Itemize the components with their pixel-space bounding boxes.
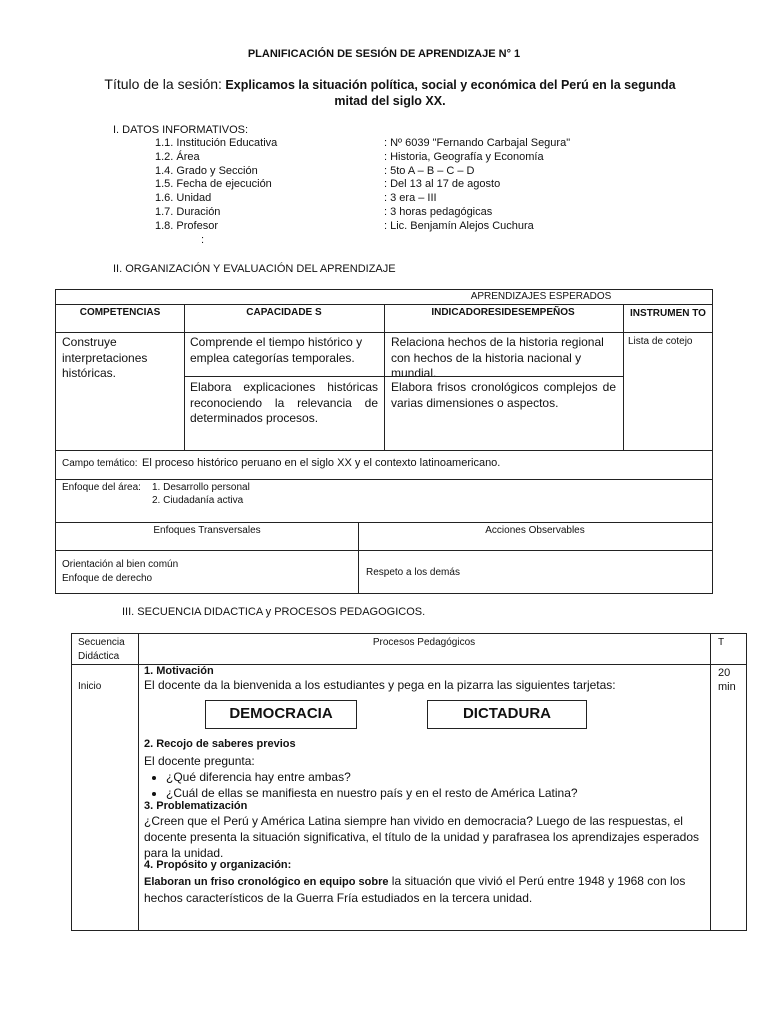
datos-label: 1.8. Profesor	[155, 219, 218, 232]
enfoque-item-2: 2. Ciudadanía activa	[152, 495, 244, 506]
datos-value: : 5to A – B – C – D	[384, 164, 475, 177]
proposito-text: la situación que vivió el Perú entre 1948 y 1968 con los hechos característicos de la Guerra Fría estudiados en la tercera unidad.	[144, 874, 686, 905]
stray-colon: :	[201, 234, 205, 246]
campo-tematico	[62, 453, 500, 471]
section2-heading: II. ORGANIZACIÓN Y EVALUACIÓN DEL APRENDIZAJE	[113, 263, 396, 275]
col-divider	[138, 634, 139, 930]
motivacion-title: 1. Motivación	[144, 665, 214, 677]
datos-label: 1.2. Área	[155, 150, 200, 163]
row-divider	[384, 376, 624, 377]
section1-heading: I. DATOS INFORMATIVOS:	[113, 124, 249, 136]
saberes-title: 2. Recojo de saberes previos	[144, 738, 296, 750]
saberes-text: El docente pregunta:	[144, 754, 255, 768]
session-title-line1: Explicamos la situación política, social y económica del Perú en la segunda	[225, 78, 676, 92]
indicador-cell-1: Relaciona hechos de la historia regional con hechos de la historia nacional y mundial.	[391, 335, 604, 380]
datos-value: : Lic. Benjamín Alejos Cuchura	[384, 219, 534, 232]
respeto-text: Respeto a los demás	[366, 567, 460, 578]
datos-value: : Del 13 al 17 de agosto	[384, 178, 501, 191]
problem-text: ¿Creen que el Perú y América Latina siempre han vivido en democracia? Luego de las respuestas, el docente presenta la situación significativa, el título de la unidad y parafrasea los aprendizajes esperados para la unidad.	[144, 814, 700, 860]
proposito-paragraph	[144, 873, 706, 906]
col-divider	[623, 304, 624, 450]
datos-values	[384, 137, 570, 234]
proposito-bold: Elaboran un friso cronológico en equipo sobre	[144, 876, 389, 888]
row-divider	[56, 522, 712, 523]
col-capacidades: CAPACIDADE S	[246, 307, 322, 318]
enfoque-item-1: 1. Desarrollo personal	[152, 482, 250, 493]
session-label: Título de la sesión:	[104, 76, 222, 92]
datos-value: : Historia, Geografía y Economía	[384, 150, 544, 163]
datos-value: : 3 horas pedagógicas	[384, 205, 493, 218]
enfoques-transversales-header: Enfoques Transversales	[153, 525, 261, 536]
instrumento-cell: Lista de cotejo	[628, 336, 693, 347]
indicador-cell-2: Elabora frisos cronológicos complejos de varias dimensiones o aspectos.	[391, 380, 616, 410]
card-dictadura: DICTADURA	[427, 700, 587, 729]
competencia-cell: Construye interpretaciones históricas.	[62, 335, 148, 380]
campo-value: El proceso histórico peruano en el siglo XX y el contexto latinoamericano.	[142, 457, 501, 469]
datos-value: : 3 era – III	[384, 192, 437, 205]
col-t: T	[718, 637, 725, 648]
col-divider	[184, 304, 185, 450]
session-title-line2: mitad del siglo XX.	[334, 94, 446, 108]
capacidad-cell-2: Elabora explicaciones históricas reconociendo la relevancia de determinados procesos.	[190, 380, 378, 425]
datos-label: 1.5. Fecha de ejecución	[155, 178, 272, 191]
col-divider	[710, 634, 711, 930]
enfoque-derecho-text: Enfoque de derecho	[62, 573, 153, 584]
section3-heading: III. SECUENCIA DIDACTICA y PROCESOS PEDAGOGICOS.	[122, 606, 426, 618]
procesos-content	[144, 665, 704, 692]
datos-value: : Nº 6039 "Fernando Carbajal Segura"	[384, 137, 571, 149]
col-secuencia: Secuencia Didáctica	[78, 637, 125, 662]
datos-label: 1.1. Institución Educativa	[155, 137, 278, 149]
col-divider	[358, 522, 359, 594]
row-divider	[56, 550, 712, 551]
time-cell: 20 min	[718, 667, 736, 693]
proposito-block	[144, 859, 706, 906]
datos-label: 1.4. Grado y Sección	[155, 164, 258, 177]
saberes-block	[144, 738, 704, 801]
col-competencias: COMPETENCIAS	[79, 307, 161, 318]
document-title: PLANIFICACIÓN DE SESIÓN DE APRENDIZAJE N° 1	[247, 48, 521, 60]
session-title-block	[60, 76, 720, 109]
question-item: • ¿Qué diferencia hay entre ambas?	[166, 769, 704, 785]
datos-label: 1.7. Duración	[155, 205, 221, 218]
row-divider	[56, 450, 712, 451]
campo-label: Campo temático:	[62, 458, 138, 469]
proposito-title: 4. Propósito y organización:	[144, 859, 292, 871]
col-procesos: Procesos Pedagógicos	[372, 637, 476, 648]
inicio-label: Inicio	[78, 681, 102, 692]
row-divider	[184, 376, 385, 377]
col-instrumento: INSTRUMEN TO	[630, 308, 706, 319]
secuencia-table	[71, 633, 747, 931]
col-indicadores: INDICADORESIDESEMPEÑOS	[431, 307, 575, 318]
acciones-observables-header: Acciones Observables	[485, 525, 585, 536]
problem-block	[144, 800, 706, 861]
questions-list	[144, 769, 704, 801]
aprendizajes-table	[55, 289, 713, 594]
datos-labels	[155, 137, 277, 234]
problem-title: 3. Problematización	[144, 800, 248, 812]
question-item: • ¿Cuál de ellas se manifiesta en nuestro país y en el resto de América Latina?	[166, 785, 704, 801]
card-democracia: DEMOCRACIA	[205, 700, 357, 729]
orientacion-text: Orientación al bien común	[62, 559, 179, 570]
motivacion-text: El docente da la bienvenida a los estudiantes y pega en la pizarra las siguientes tarjetas:	[144, 678, 616, 692]
capacidad-cell-1: Comprende el tiempo histórico y emplea categorías temporales.	[190, 335, 363, 365]
row-divider	[56, 479, 712, 480]
aprendizajes-header: APRENDIZAJES ESPERADOS	[470, 291, 612, 302]
enfoque-label: Enfoque del área:	[62, 482, 141, 493]
datos-label: 1.6. Unidad	[155, 192, 212, 205]
col-divider	[384, 304, 385, 450]
